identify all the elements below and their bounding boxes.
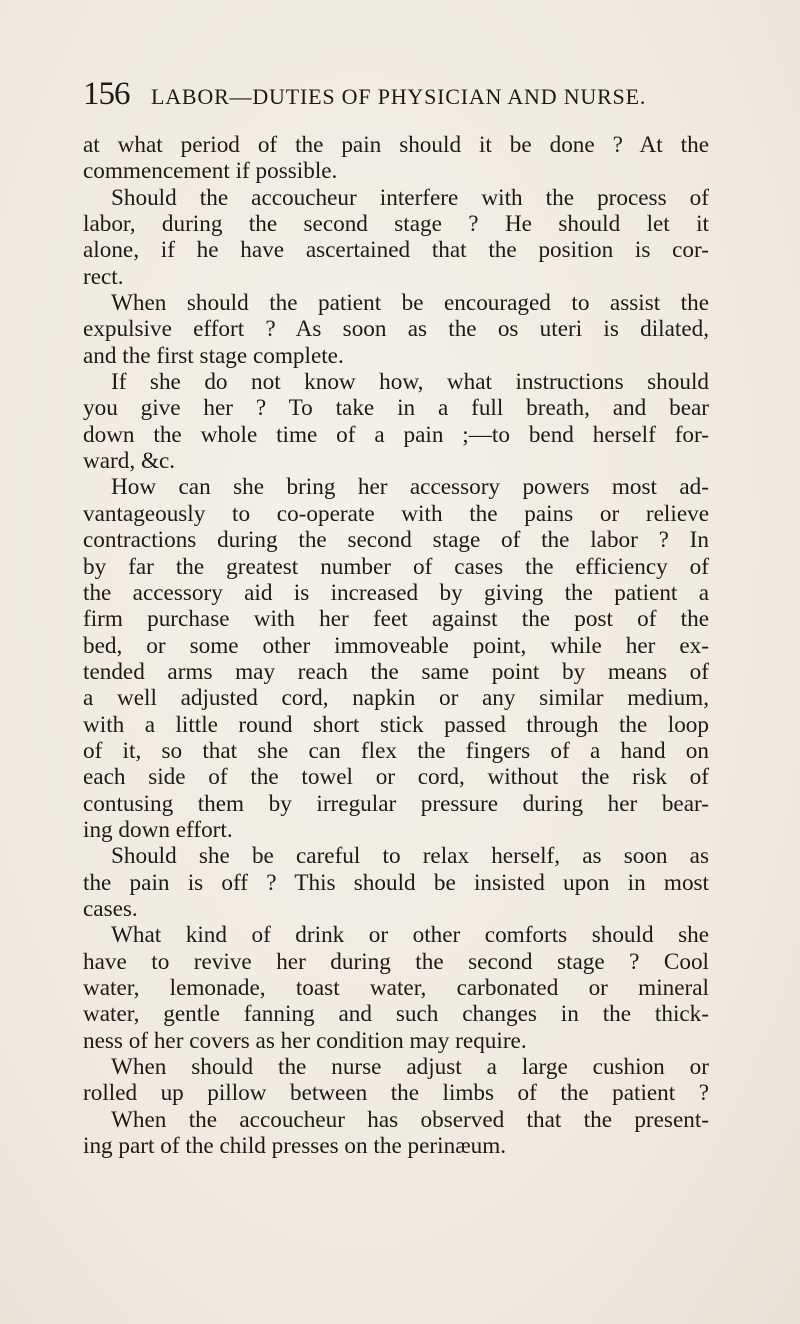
text-line: water, lemonade, toast water, carbonated or mineral bbox=[83, 975, 709, 1001]
page-header bbox=[83, 76, 743, 116]
text-line: cases. bbox=[83, 895, 138, 922]
text-line: ward, &c. bbox=[83, 448, 176, 475]
text-line: and the first stage complete. bbox=[83, 342, 344, 369]
running-head: LABOR—DUTIES OF PHYSICIAN AND NURSE. bbox=[151, 84, 647, 109]
text-line: water, gentle fanning and such changes in the thick- bbox=[83, 1001, 709, 1028]
text-line: ing down effort. bbox=[83, 816, 233, 843]
text-line: with a little round short stick passed through the loop bbox=[83, 711, 709, 738]
text-line: When the accoucheur has observed that the present- bbox=[111, 1106, 709, 1133]
text-line: Should she be careful to relax herself, as soon as bbox=[111, 843, 709, 870]
text-line: alone, if he have ascertained that the position is cor- bbox=[83, 237, 709, 264]
text-line: rect. bbox=[83, 263, 124, 290]
text-line: What kind of drink or other comforts should she bbox=[111, 922, 709, 949]
text-line: a well adjusted cord, napkin or any similar medium, bbox=[83, 685, 709, 712]
text-line: contractions during the second stage of the labor ? In bbox=[83, 527, 709, 554]
text-line: firm purchase with her feet against the post of the bbox=[83, 606, 709, 633]
text-line: at what period of the pain should it be done ? At the bbox=[83, 132, 709, 158]
text-line: When should the nurse adjust a large cushion or bbox=[111, 1054, 709, 1081]
text-line: bed, or some other immoveable point, while her ex- bbox=[83, 632, 709, 659]
text-line: rolled up pillow between the limbs of the patient ? bbox=[83, 1080, 709, 1107]
text-line: vantageously to co-operate with the pains or relieve bbox=[83, 500, 709, 527]
text-line: you give her ? To take in a full breath, and bear bbox=[83, 395, 709, 422]
page-number: 156 bbox=[83, 76, 130, 112]
text-line: each side of the towel or cord, without the risk of bbox=[83, 764, 709, 791]
text-line: If she do not know how, what instructions should bbox=[111, 369, 709, 396]
text-line: ing part of the child presses on the perinæum. bbox=[83, 1133, 507, 1160]
text-line: tended arms may reach the same point by means of bbox=[83, 658, 709, 685]
text-line: down the whole time of a pain ;—to bend herself for- bbox=[83, 421, 709, 448]
text-line: How can she bring her accessory powers most ad- bbox=[111, 474, 709, 501]
text-line: When should the patient be encouraged to assist the bbox=[111, 290, 709, 317]
text-line: ness of her covers as her condition may require. bbox=[83, 1027, 527, 1054]
text-line: commencement if possible. bbox=[83, 158, 338, 185]
text-line: labor, during the second stage ? He should let it bbox=[83, 211, 709, 238]
text-line: by far the greatest number of cases the efficiency of bbox=[83, 553, 709, 580]
text-line: Should the accoucheur interfere with the process of bbox=[111, 184, 709, 211]
text-line: the pain is off ? This should be insisted upon in most bbox=[83, 869, 709, 896]
text-line: have to revive her during the second stage ? Cool bbox=[83, 948, 709, 975]
text-line: expulsive effort ? As soon as the os uteri is dilated, bbox=[83, 316, 709, 343]
text-line: the accessory aid is increased by giving the patient a bbox=[83, 579, 709, 606]
text-line: of it, so that she can flex the fingers of a hand on bbox=[83, 737, 709, 764]
body-text bbox=[83, 132, 709, 1159]
text-line: contusing them by irregular pressure during her bear- bbox=[83, 790, 709, 817]
